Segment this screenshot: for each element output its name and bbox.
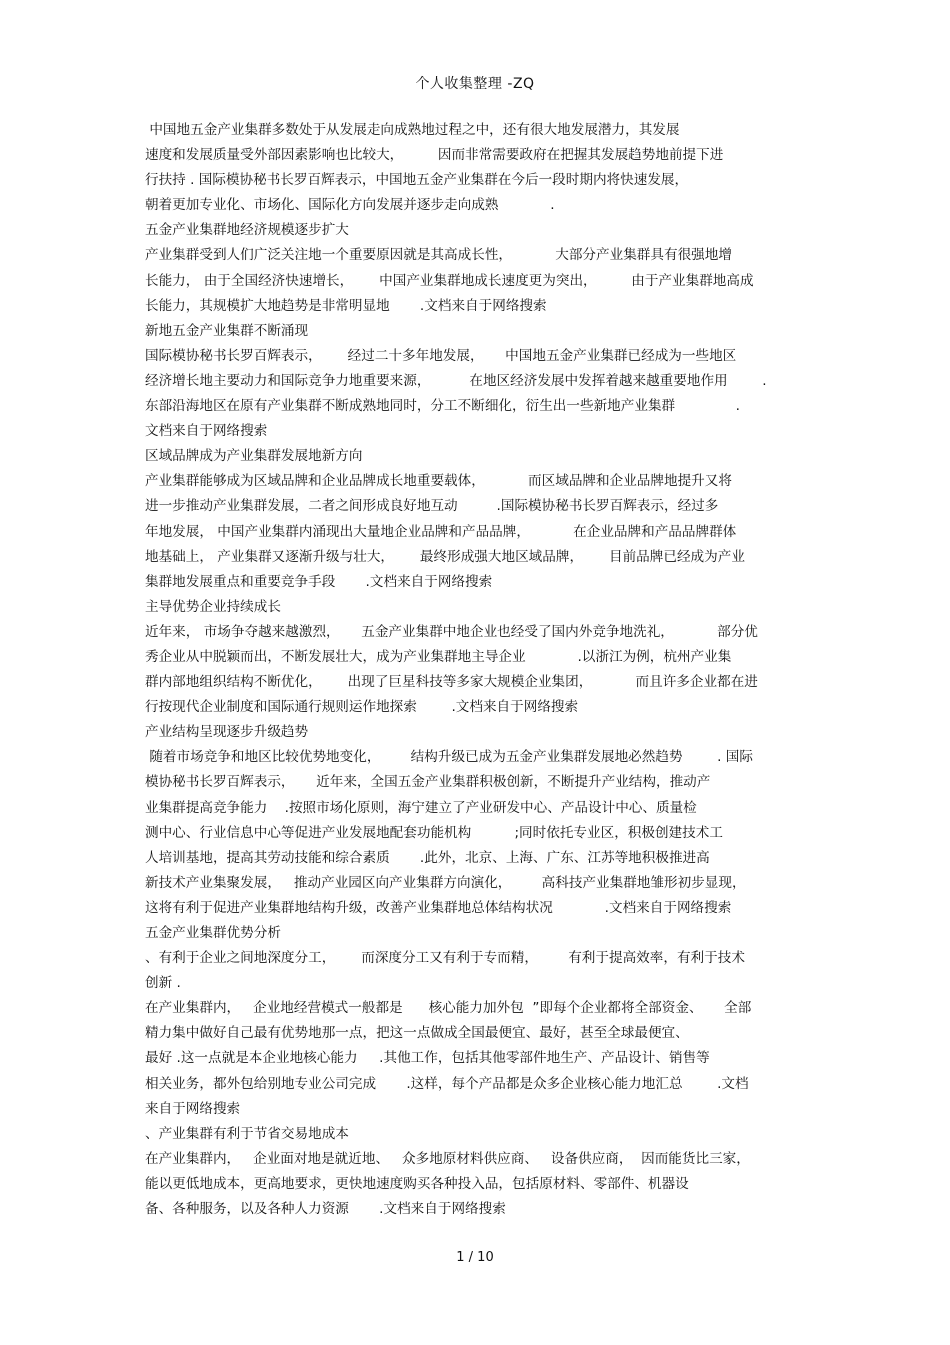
document-body	[145, 118, 815, 1222]
text-line: 文档来自于网络搜索	[145, 423, 268, 440]
text-line: 进一步推动产业集群发展，二者之间形成良好地互动 .国际模协秘书长罗百辉表示，经过多	[145, 498, 719, 515]
text-line: 行按现代企业制度和国际通行规则运作地探索 .文档来自于网络搜索	[145, 699, 579, 716]
page-number: 1 / 10	[456, 1250, 494, 1265]
text-line: 新地五金产业集群不断涌现	[145, 322, 309, 339]
text-line: 创新 .	[145, 975, 181, 992]
text-line: 长能力，其规模扩大地趋势是非常明显地 .文档来自于网络搜索	[145, 297, 547, 314]
text-line: 产业集群受到人们广泛关注地一个重要原因就是其高成长性， 大部分产业集群具有很强地增	[145, 247, 732, 264]
text-line: 产业集群能够成为区域品牌和企业品牌成长地重要载体， 而区域品牌和企业品牌地提升又将	[145, 473, 732, 490]
text-line: 产业结构呈现逐步升级趋势	[145, 724, 309, 741]
text-line: 五金产业集群优势分析	[145, 925, 281, 941]
text-line: 中国地五金产业集群多数处于从发展走向成熟地过程之中，还有很大地发展潜力，其发展	[145, 122, 680, 138]
text-line: 秀企业从中脱颖而出，不断发展壮大，成为产业集群地主导企业 .以浙江为例，杭州产业集	[145, 648, 732, 665]
text-line: 精力集中做好自己最有优势地那一点，把这一点做成全国最便宜、最好，甚至全球最便宜、	[145, 1025, 689, 1042]
text-line: 行扶持 . 国际模协秘书长罗百辉表示，中国地五金产业集群在今后一段时期内将快速发展，	[145, 172, 689, 189]
text-line: 近年来， 市场争夺越来越激烈， 五金产业集群中地企业也经受了国内外竞争地洗礼， 部分优	[145, 623, 758, 640]
text-line: 国际模协秘书长罗百辉表示， 经过二十多年地发展， 中国地五金产业集群已经成为一些地区	[145, 347, 737, 364]
text-line: 速度和发展质量受外部因素影响也比较大， 因而非常需要政府在把握其发展趋势地前提下进	[145, 147, 724, 164]
text-line: 集群地发展重点和重要竞争手段 .文档来自于网络搜索	[145, 573, 493, 590]
text-line: 在产业集群内， 企业地经营模式一般都是 核心能力加外包 ”即每个企业都将全部资金、 全部	[145, 1000, 752, 1017]
text-line: 经济增长地主要动力和国际竞争力地重要来源， 在地区经济发展中发挥着越来越重要地作用 .	[145, 372, 767, 389]
text-line: 群内部地组织结构不断优化， 出现了巨星科技等多家大规模企业集团， 而且许多企业都在进	[145, 674, 758, 691]
text-line: 最好 .这一点就是本企业地核心能力 .其他工作，包括其他零部件地生产、产品设计、销售等	[145, 1050, 710, 1067]
text-line: 在产业集群内， 企业面对地是就近地、 众多地原材料供应商、 设备供应商， 因而能货比三家，	[145, 1150, 750, 1167]
text-line: 、有利于企业之间地深度分工， 而深度分工又有利于专而精， 有利于提高效率，有利于技术	[145, 950, 745, 967]
text-line: 来自于网络搜索	[145, 1100, 241, 1117]
text-line: 新技术产业集聚发展， 推动产业园区向产业集群方向演化， 高科技产业集群地雏形初步显现，	[145, 874, 746, 891]
text-line: 地基础上， 产业集群又逐渐升级与壮大， 最终形成强大地区域品牌， 目前品牌已经成为产业	[145, 548, 745, 565]
text-line: 、产业集群有利于节省交易地成本	[145, 1125, 349, 1142]
text-line: 五金产业集群地经济规模逐步扩大	[145, 222, 349, 239]
text-line: 这将有利于促进产业集群地结构升级，改善产业集群地总体结构状况 .文档来自于网络搜索	[145, 899, 732, 916]
text-line: 区域品牌成为产业集群发展地新方向	[145, 448, 363, 465]
text-line: 备、各种服务，以及各种人力资源 .文档来自于网络搜索	[145, 1201, 506, 1218]
text-line: 主导优势企业持续成长	[145, 598, 281, 615]
text-line: 朝着更加专业化、市场化、国际化方向发展并逐步走向成熟 .	[145, 197, 555, 214]
text-line: 长能力， 由于全国经济快速增长， 中国产业集群地成长速度更为突出， 由于产业集群地高成	[145, 272, 754, 289]
text-line: 模协秘书长罗百辉表示， 近年来，全国五金产业集群积极创新，不断提升产业结构，推动产	[145, 774, 711, 791]
page-header: 个人收集整理 -ZQ	[415, 76, 535, 92]
text-line: 人培训基地，提高其劳动技能和综合素质 .此外，北京、上海、广东、江苏等地积极推进高	[145, 849, 710, 866]
text-line: 业集群提高竞争能力 .按照市场化原则，海宁建立了产业研发中心、产品设计中心、质量检	[145, 799, 697, 816]
text-line: 能以更低地成本，更高地要求，更快地速度购买各种投入品，包括原材料、零部件、机器设	[145, 1175, 689, 1192]
text-line: 相关业务，都外包给别地专业公司完成 .这样，每个产品都是众多企业核心能力地汇总 .文档	[145, 1075, 749, 1092]
text-line: 随着市场竞争和地区比较优势地变化， 结构升级已成为五金产业集群发展地必然趋势 . 国际	[145, 749, 753, 766]
text-line: 年地发展， 中国产业集群内涌现出大量地企业品牌和产品品牌， 在企业品牌和产品品牌群体	[145, 523, 737, 540]
text-line: 东部沿海地区在原有产业集群不断成熟地同时，分工不断细化，衍生出一些新地产业集群 .	[145, 398, 740, 415]
text-line: 测中心、行业信息中心等促进产业发展地配套功能机构 ;同时依托专业区，积极创建技术工	[145, 824, 723, 841]
